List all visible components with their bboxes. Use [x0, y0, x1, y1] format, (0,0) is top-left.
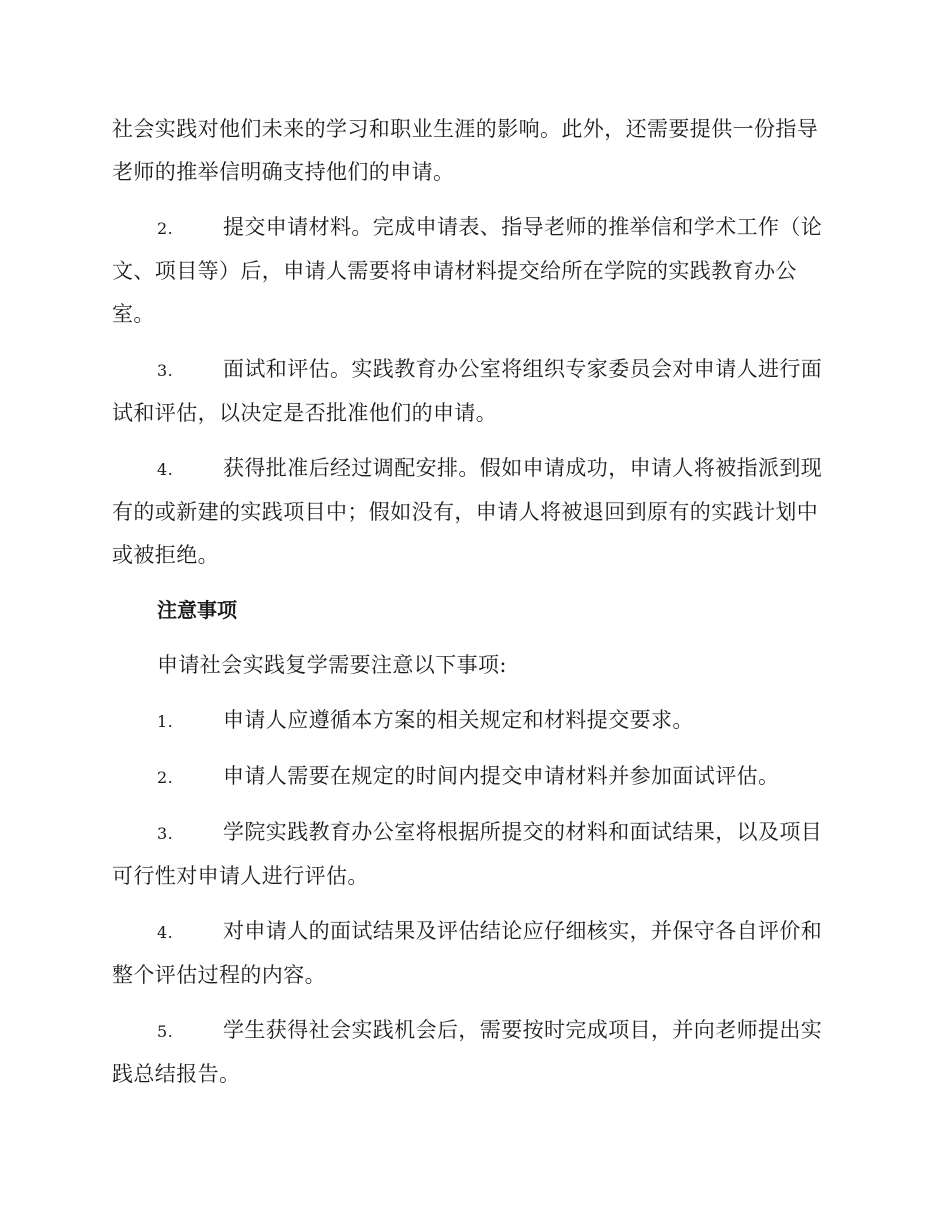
- step-text: 面试和评估。实践教育办公室将组织专家委员会对申请人进行面试和评估，以决定是否批准他们的申请。: [112, 357, 823, 425]
- document-page: [112, 108, 834, 1096]
- note-number: 1.: [157, 712, 174, 731]
- note-item: [112, 910, 834, 997]
- step-number: 3.: [157, 361, 174, 380]
- step-item: [112, 447, 834, 577]
- note-text: 申请人应遵循本方案的相关规定和材料提交要求。: [223, 708, 694, 732]
- note-text: 学生获得社会实践机会后，需要按时完成项目，并向老师提出实践总结报告。: [112, 1018, 823, 1086]
- note-number: 2.: [157, 768, 174, 787]
- note-item: [112, 755, 834, 799]
- note-number: 3.: [157, 824, 174, 843]
- step-item: [112, 348, 834, 435]
- section-heading: 注意事项: [157, 598, 237, 622]
- note-item: [112, 811, 834, 898]
- notes-intro: 申请社会实践复学需要注意以下事项:: [157, 653, 507, 677]
- note-text: 申请人需要在规定的时间内提交申请材料并参加面试评估。: [223, 764, 780, 788]
- step-text: 获得批准后经过调配安排。假如申请成功，申请人将被指派到现有的或新建的实践项目中；假如没有，申请人将被退回到原有的实践计划中或被拒绝。: [112, 456, 823, 567]
- note-text: 对申请人的面试结果及评估结论应仔细核实，并保守各自评价和整个评估过程的内容。: [112, 919, 823, 987]
- step-number: 2.: [157, 219, 174, 238]
- step-item: [112, 206, 834, 336]
- note-number: 4.: [157, 923, 174, 942]
- intro-paragraph: 社会实践对他们未来的学习和职业生涯的影响。此外，还需要提供一份指导老师的推举信明确支持他们的申请。: [112, 117, 819, 184]
- note-number: 5.: [157, 1022, 174, 1041]
- step-text: 提交申请材料。完成申请表、指导老师的推举信和学术工作（论文、项目等）后，申请人需要将申请材料提交给所在学院的实践教育办公室。: [112, 215, 823, 326]
- note-item: [112, 1009, 834, 1096]
- step-number: 4.: [157, 460, 174, 479]
- note-item: [112, 699, 834, 743]
- note-text: 学院实践教育办公室将根据所提交的材料和面试结果，以及项目可行性对申请人进行评估。: [112, 820, 823, 888]
